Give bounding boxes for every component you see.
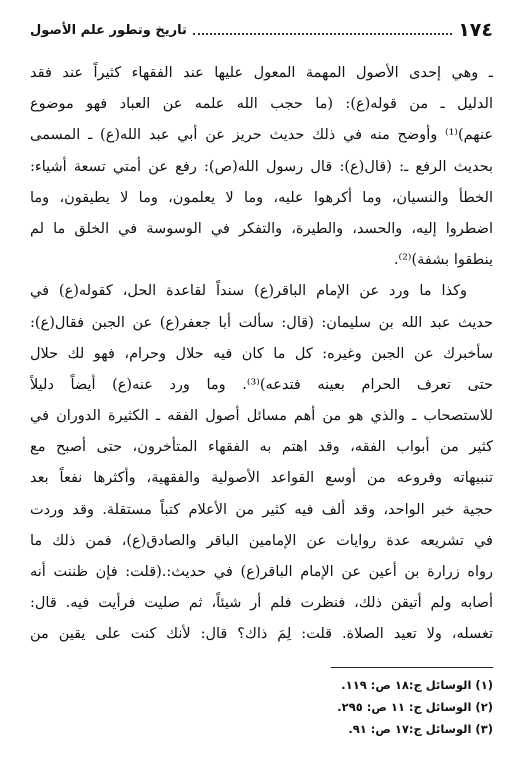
page-number: ١٧٤ xyxy=(458,19,493,41)
body-line: حديث عبد الله بن سليمان: (قال: سألت أبا جعفر(ع) عن الجبن فقال(ع): xyxy=(30,314,493,331)
body-text xyxy=(30,58,493,651)
body-line: الدليل ـ من قوله(ع): (ما حجب الله علمه عن العباد فهو موضوع xyxy=(30,96,493,113)
body-line: سأخبرك عن الجبن وغيره: كل ما كان فيه حلال وحرام، فهو لك حلال xyxy=(30,345,493,362)
body-line: ـ وهي إحدى الأصول المهمة المعول عليها عند الفقهاء كثيراً عند فقد xyxy=(30,65,493,81)
body-line: تغسله، ولا تعيد الصلاة. قلت: لِمَ ذاك؟ قال: لأنك كنت على يقين من xyxy=(30,626,493,643)
book-page xyxy=(30,0,493,762)
body-line: حتى تعرف الحرام بعينه فتدعه)⁽³⁾. وما ورد عنه(ع) أيضاً دليلاً xyxy=(30,376,493,393)
running-title: تاريخ وتطور علم الأصول xyxy=(30,22,187,38)
footnote: (٢) الوسائل ج: ١١ ص: ٢٩٥. xyxy=(337,700,493,714)
body-line: رواه زرارة بن أعين عن الإمام الباقر(ع) في حديث:.(قلت: فإن ظننت أنه xyxy=(30,564,493,580)
body-line: عنهم)⁽¹⁾ وأوضح منه في ذلك حديث حريز عن أبي عبد الله(ع) ـ المسمى xyxy=(30,127,493,144)
footnotes xyxy=(30,674,493,740)
body-line: الخطأ والنسيان، وما أكرهوا عليه، وما لا يعلمون، وما لا يطيقون، وما xyxy=(30,189,493,206)
body-line: في تشريعه عدة روايات عن الإمامين الباقر والصادق(ع)، فمن ذلك ما xyxy=(30,532,493,549)
page-header xyxy=(30,18,493,42)
footnote: (٣) الوسائل ج:١٧ ص: ٩١. xyxy=(348,722,493,736)
footnote: (١) الوسائل ج:١٨ ص: ١١٩. xyxy=(341,678,493,692)
body-line: ينطقوا بشفة)⁽²⁾. xyxy=(393,252,493,269)
body-line: حجية خبر الواحد، وقد ألف فيه كثير من الأعلام كتباً مستقلة. وقد وردت xyxy=(30,501,493,518)
body-line: كثير من أبواب الفقه، وقد اهتم به الفقهاء المتأخرون، حتى أصبح مع xyxy=(30,439,493,456)
header-dot-leader xyxy=(193,33,452,35)
body-line: تنبيهاته وفروعه من أوسع القواعد الأصولية والفقهية، وأكثرها نفعاً بعد xyxy=(30,470,493,487)
body-line: وكذا ما ورد عن الإمام الباقر(ع) سنداً لقاعدة الحل، كقوله(ع) في xyxy=(30,283,467,300)
body-line: للاستصحاب ـ والذي هو من أهم مسائل أصول الفقه ـ الكثيرة الدوران في xyxy=(30,408,493,425)
body-line: أصابه ولم أتيقن ذلك، فنظرت فلم أر شيئاً، ثم صليت فرأيت فيه. قال: xyxy=(30,595,493,612)
body-line: اضطروا إليه، والحسد، والطيرة، والتفكر في الوسوسة في الخلق ما لم xyxy=(30,220,493,237)
body-line: بحديث الرفع ـ: (قال(ع): قال رسول الله(ص): رفع عن أمتي تسعة أشياء: xyxy=(30,158,493,175)
footnote-separator xyxy=(331,667,493,668)
